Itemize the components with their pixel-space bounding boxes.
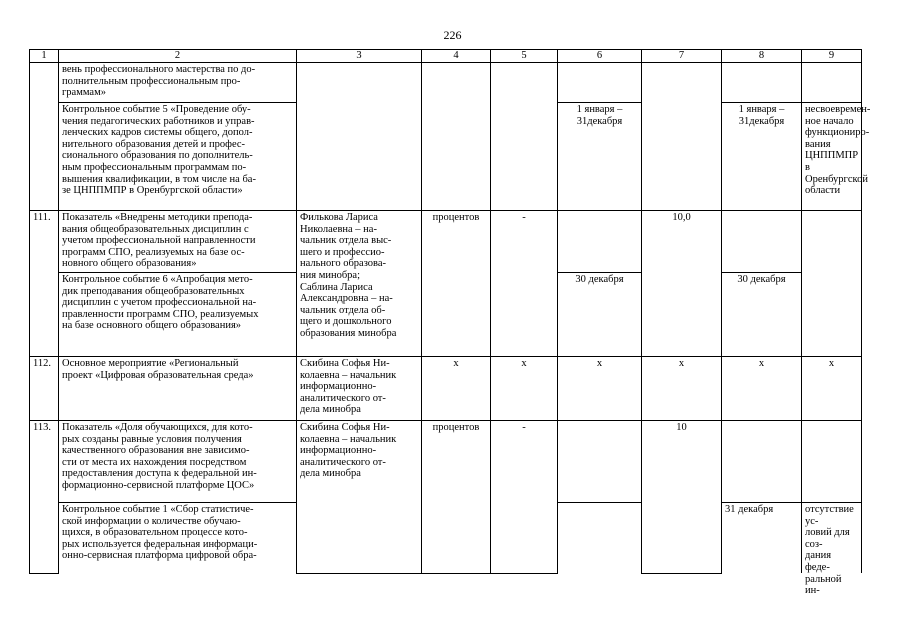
unit-cell [422, 63, 491, 211]
value-cell [802, 63, 862, 103]
value-cell [642, 63, 722, 211]
value-cell [558, 421, 642, 503]
control-event-cell: Контрольное событие 5 «Проведение обу- чения педагогических работников и управ- ленческих кадров системы общего, допол- нительного образования детей и профес- сионального образования по дополнитель- ным профессиональным программам по- вышения квалификации, в том числе на ба- зе ЦНППМПР в Оренбургской области» [59, 103, 297, 211]
deadline-cell: 1 января – 31декабря [722, 103, 802, 211]
unit-cell: процентов [422, 211, 491, 357]
deadline-cell [558, 503, 642, 574]
activity-cell: Основное мероприятие «Региональный проект «Цифровая образовательная среда» [59, 357, 297, 421]
table-row [30, 357, 862, 421]
row-text-cell: вень профессионального мастерства по до- полнительным профессиональным про- граммам» [59, 63, 297, 103]
column-number: 1 [30, 50, 59, 63]
column-number: 9 [802, 50, 862, 63]
column-number: 3 [297, 50, 422, 63]
value-cell: х [558, 357, 642, 421]
value-cell: х [722, 357, 802, 421]
indicator-cell: Показатель «Внедрены методики препода- вания общеобразовательных дисциплин с учетом профессиональной направленности программ СПО, реализуемых на базе ос- новного общего образования» [59, 211, 297, 273]
value-cell [802, 211, 862, 357]
value-cell [722, 211, 802, 273]
column-number-row [30, 50, 862, 63]
page-number: 226 [443, 28, 462, 42]
column-number: 7 [642, 50, 722, 63]
value-cell: х [642, 357, 722, 421]
risk-cell: несвоевремен- ное начало функциониро- вания ЦНППМПР в Оренбургской области [802, 103, 862, 211]
value-cell: 10 [642, 421, 722, 574]
responsible-cell: Филькова Лариса Николаевна – на- чальник отдела выс- шего и профессио- нального образова- ния минобра; Саблина Лариса Александровна – на- чальник отдела об- щего и дошкольного образования минобра [297, 211, 422, 357]
value-cell [558, 63, 642, 103]
unit-cell: процентов [422, 421, 491, 574]
risk-cell: отсутствие ус- ловий для соз- дания феде- ральной ин- [802, 503, 862, 574]
control-event-cell: Контрольное событие 6 «Апробация мето- дик преподавания общеобразовательных дисциплин с учетом профессиональной на- правленности программ СПО, реализуемых на базе основного общего образования» [59, 273, 297, 357]
value-cell: 10,0 [642, 211, 722, 357]
value-cell: х [491, 357, 558, 421]
responsible-cell [297, 63, 422, 211]
control-event-cell: Контрольное событие 1 «Сбор статистиче- ской информации о количестве обучаю- щихся, в образовательном процессе кото- рых используется федеральная информаци- онно-сервисная платформа цифровой обра- [59, 503, 297, 574]
responsible-cell: Скибина Софья Ни- колаевна – начальник информационно- аналитического от- дела минобра [297, 357, 422, 421]
value-cell: х [802, 357, 862, 421]
value-cell: - [491, 211, 558, 357]
row-number-cell: 113. [30, 421, 59, 574]
column-number: 4 [422, 50, 491, 63]
value-cell [802, 421, 862, 503]
value-cell [722, 421, 802, 503]
indicator-cell: Показатель «Доля обучающихся, для кото- рых созданы равные условия получения качественного образования вне зависимо- сти от места их нахождения посредством предоставления доступа к федеральной ин- формационно-сервисной платформе ЦОС» [59, 421, 297, 503]
column-number: 8 [722, 50, 802, 63]
deadline-cell: 30 декабря [722, 273, 802, 357]
value-cell [558, 211, 642, 273]
row-number-cell [30, 63, 59, 211]
deadline-cell: 31 декабря [722, 503, 802, 574]
table-row [30, 63, 862, 103]
table-row [30, 421, 862, 503]
column-number: 6 [558, 50, 642, 63]
value-cell [491, 63, 558, 211]
row-number-cell: 112. [30, 357, 59, 421]
deadline-cell: 30 декабря [558, 273, 642, 357]
column-number: 2 [59, 50, 297, 63]
column-number: 5 [491, 50, 558, 63]
responsible-cell: Скибина Софья Ни- колаевна – начальник информационно- аналитического от- дела минобра [297, 421, 422, 574]
row-number-cell: 111. [30, 211, 59, 357]
value-cell: х [422, 357, 491, 421]
value-cell [722, 63, 802, 103]
deadline-cell: 1 января – 31декабря [558, 103, 642, 211]
table-row [30, 211, 862, 273]
plan-table [29, 49, 871, 597]
value-cell: - [491, 421, 558, 574]
